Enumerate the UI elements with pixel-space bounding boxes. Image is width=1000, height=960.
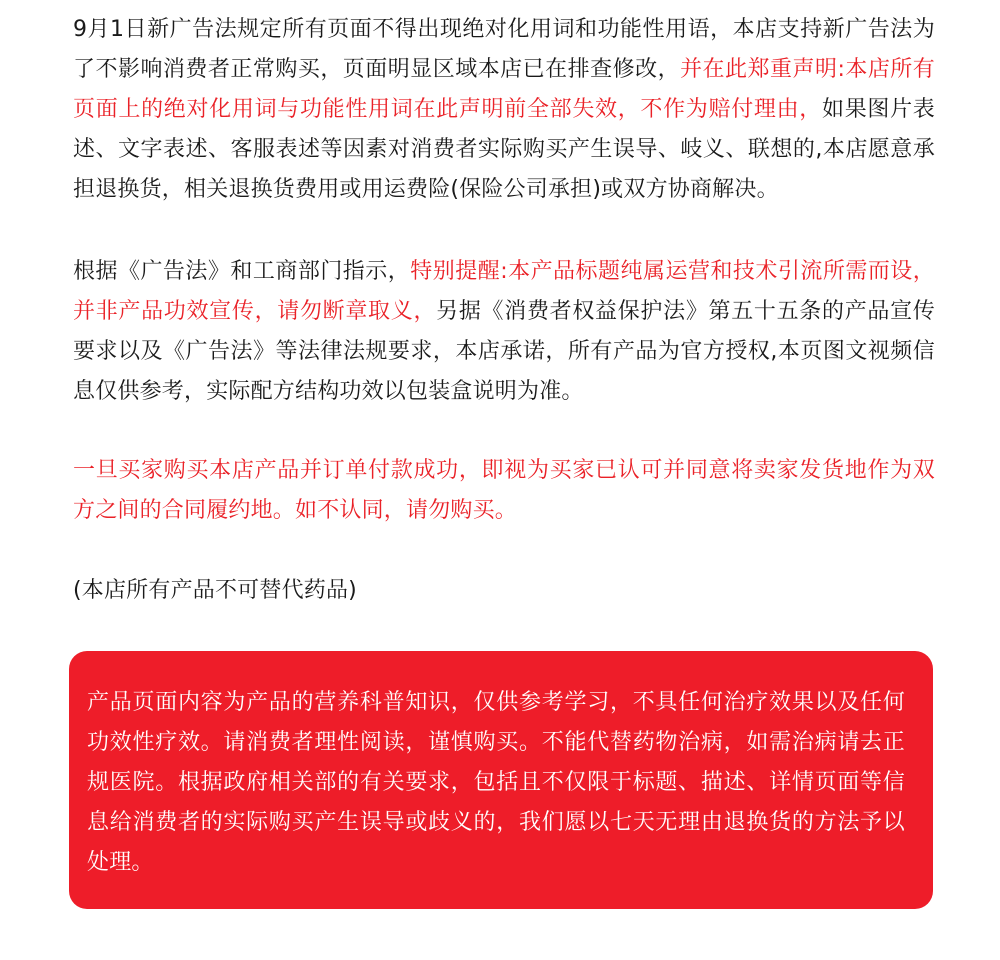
advertising-law-statement xyxy=(73,10,935,210)
statement-return-policy-text: 如果图片表述、文字表述、客服表述等因素对消费者实际购买产生误导、岐义、联想的,本店愿意承担退换货，相关退换货费用或用运费险(保险公司承担)或双方协商解决。 xyxy=(73,97,935,202)
health-disclaimer-box xyxy=(69,651,933,909)
statement-intro-text: 9月1日新广告法规定所有页面不得出现绝对化用词和功能性用语，本店支持新广告法为了不影响消费者正常购买，页面明显区域本店已在排查修改， xyxy=(73,17,935,82)
contract-location-notice: 一旦买家购买本店产品并订单付款成功，即视为买家已认可并同意将卖家发货地作为双方之间的合同履约地。如不认同，请勿购买。 xyxy=(73,458,935,523)
health-disclaimer-text: 产品页面内容为产品的营养科普知识，仅供参考学习，不具任何治疗效果以及任何功效性疗效。请消费者理性阅读，谨慎购买。不能代替药物治病，如需治病请去正规医院。根据政府相关部的有关要求，包括且不仅限于标题、描述、详情页面等信息给消费者的实际购买产生误导或歧义的，我们愿以七天无理由退换货的方法予以处理。 xyxy=(87,690,905,875)
disclaimer-consumer-law-text: 另据《消费者权益保护法》第五十五条的产品宣传要求以及《广告法》等法律法规要求，本店承诺，所有产品为官方授权,本页图文视频信息仅供参考，实际配方结构功效以包装盒说明为准。 xyxy=(73,299,935,404)
statement-red-declaration: 并在此郑重声明:本店所有页面上的绝对化用词与功能性用词在此声明前全部失效，不作为赔付理由， xyxy=(73,57,935,122)
disclaimer-red-reminder: 特别提醒:本产品标题纯属运营和技术引流所需而设，并非产品功效宣传，请勿断章取义， xyxy=(73,259,935,324)
disclaimer-intro-text: 根据《广告法》和工商部门指示， xyxy=(73,259,411,284)
not-medicine-notice: (本店所有产品不可替代药品) xyxy=(73,578,357,603)
title-disclaimer-paragraph xyxy=(73,252,935,412)
